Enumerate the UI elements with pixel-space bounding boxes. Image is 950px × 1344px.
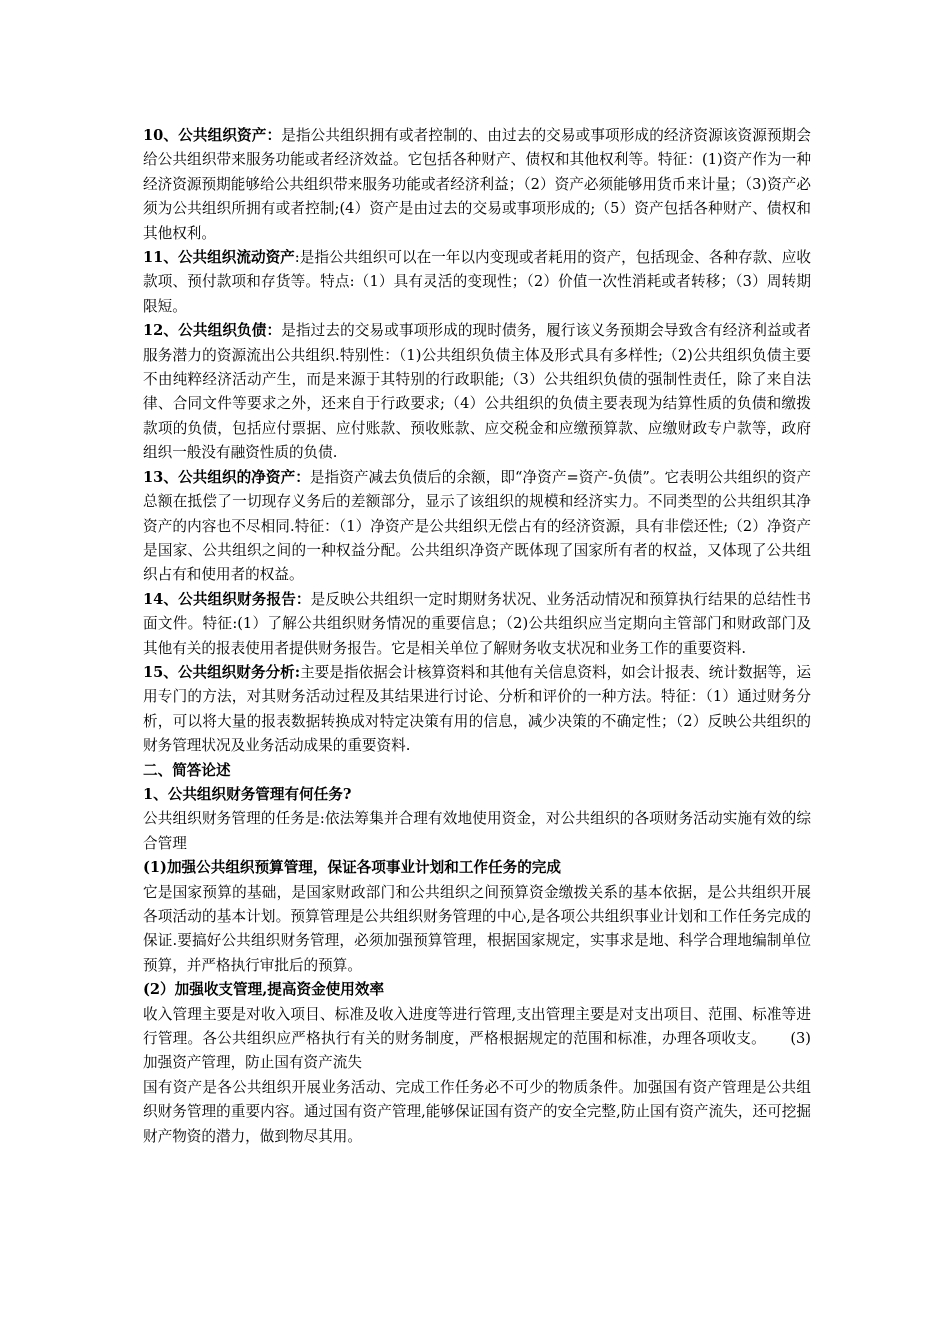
definition-term: 12、公共组织负债： [143, 322, 282, 340]
definition-12 [143, 319, 811, 465]
task-2-paragraph [143, 1003, 811, 1076]
definition-text: 是反映公共组织一定时期财务状况、业务活动情况和预算执行结果的总结性书面文件。特征:(1）了解公共组织财务情况的重要信息；（2)公共组织应当定期向主管部门和财政部门及其他有关的报表使用者提供财务报告。它是相关单位了解财务收支状况和业务工作的重要资料. [143, 590, 811, 657]
task-1-text: 它是国家预算的基础，是国家财政部门和公共组织之间预算资金缴拨关系的基本依据，是公共组织开展各项活动的基本计划。预算管理是公共组织财务管理的中心,是各项公共组织事业计划和工作任务完成的保证.要搞好公共组织财务管理，必须加强预算管理，根据国家规定，实事求是地、科学合理地编制单位预算，并严格执行审批后的预算。 [143, 883, 811, 974]
definition-term: 10、公共组织资产： [143, 127, 282, 144]
task-3-text: 国有资产是各公共组织开展业务活动、完成工作任务必不可少的物质条件。加强国有资产管理是公共组织财务管理的重要内容。通过国有资产管理,能够保证国有资产的安全完整,防止国有资产流失，还可挖掘财产物资的潜力，做到物尽其用。 [143, 1078, 811, 1145]
task-1-heading: (1)加强公共组织预算管理，保证各项事业计划和工作任务的完成 [143, 859, 561, 877]
definition-term: 11、公共组织流动资产 [143, 249, 295, 267]
task-2-text: 收入管理主要是对收入项目、标准及收入进度等进行管理,支出管理主要是对支出项目、范围、标准等进行管理。各公共组织应严格执行有关的财务制度，严格根据规定的范围和标准，办理各项收支。 [143, 1005, 811, 1048]
definition-text: 是指资产减去负债后的余额，即“净资产=资产-负债”。它表明公共组织的资产总额在抵偿了一切现存义务后的差额部分，显示了该组织的规模和经济实力。不同类型的公共组织其净资产的内容也不尽相同.特征：（1）净资产是公共组织无偿占有的经济资源，具有非偿还性;（2）净资产是国家、公共组织之间的一种权益分配。公共组织净资产既体现了国家所有者的权益，又体现了公共组织占有和使用者的权益。 [143, 468, 811, 584]
task-2-heading: (2）加强收支管理,提高资金使用效率 [143, 981, 385, 999]
definition-14 [143, 588, 811, 661]
definition-term: 13、公共组织的净资产： [143, 468, 310, 486]
task-3-heading: (3)加强资产管理，防止国有资产流失 [143, 1030, 811, 1072]
definition-11 [143, 246, 811, 319]
definition-15 [143, 661, 811, 759]
definition-term: 15、公共组织财务分析: [143, 663, 301, 681]
definition-text: :是指公共组织可以在一年以内变现或者耗用的资产，包括现金、各种存款、应收款项、预付款项和存货等。特点:（1）具有灵活的变现性；（2）价值一次性消耗或者转移；（3）周转期限短。 [143, 249, 811, 315]
definition-term: 14、公共组织财务报告： [143, 590, 311, 608]
question-intro: 公共组织财务管理的任务是:依法筹集并合理有效地使用资金，对公共组织的各项财务活动实施有效的综合管理 [143, 810, 811, 852]
definition-13 [143, 466, 811, 588]
definition-text: 是指公共组织拥有或者控制的、由过去的交易或事项形成的经济资源该资源预期会给公共组织带来服务功能或者经济效益。它包括各种财产、债权和其他权利等。特征：(1)资产作为一种经济资源预期能够给公共组织带来服务功能或者经济利益；（2）资产必须能够用货币来计量；（3)资产必须为公共组织所拥有或者控制;(4）资产是由过去的交易或事项形成的;（5）资产包括各种财产、债权和其他权利。 [143, 127, 811, 242]
definition-text: 主要是指依据会计核算资料和其他有关信息资料，如会计报表、统计数据等，运用专门的方法，对其财务活动过程及其结果进行讨论、分析和评价的一种方法。特征：（1）通过财务分析，可以将大量的报表数据转换成对特定决策有用的信息，减少决策的不确定性；（2）反映公共组织的财务管理状况及业务活动成果的重要资料. [143, 663, 811, 755]
definition-10 [143, 124, 811, 246]
document-body [143, 124, 811, 1149]
section-title: 二、简答论述 [143, 761, 231, 779]
question-title: 1、公共组织财务管理有何任务? [143, 785, 352, 803]
definition-text: 是指过去的交易或事项形成的现时债务，履行该义务预期会导致含有经济利益或者服务潜力的资源流出公共组织.特别性：（1)公共组织负债主体及形式具有多样性;（2)公共组织负债主要不由纯粹经济活动产生，而是来源于其特别的行政职能;（3）公共组织负债的强制性责任，除了来自法律、合同文件等要求之外，还来自于行政要求;（4）公共组织的负债主要表现为结算性质的负债和缴拨款项的负债，包括应付票据、应付账款、预收账款、应交税金和应缴预算款、应缴财政专户款等，政府组织一般没有融资性质的负债. [143, 322, 811, 462]
